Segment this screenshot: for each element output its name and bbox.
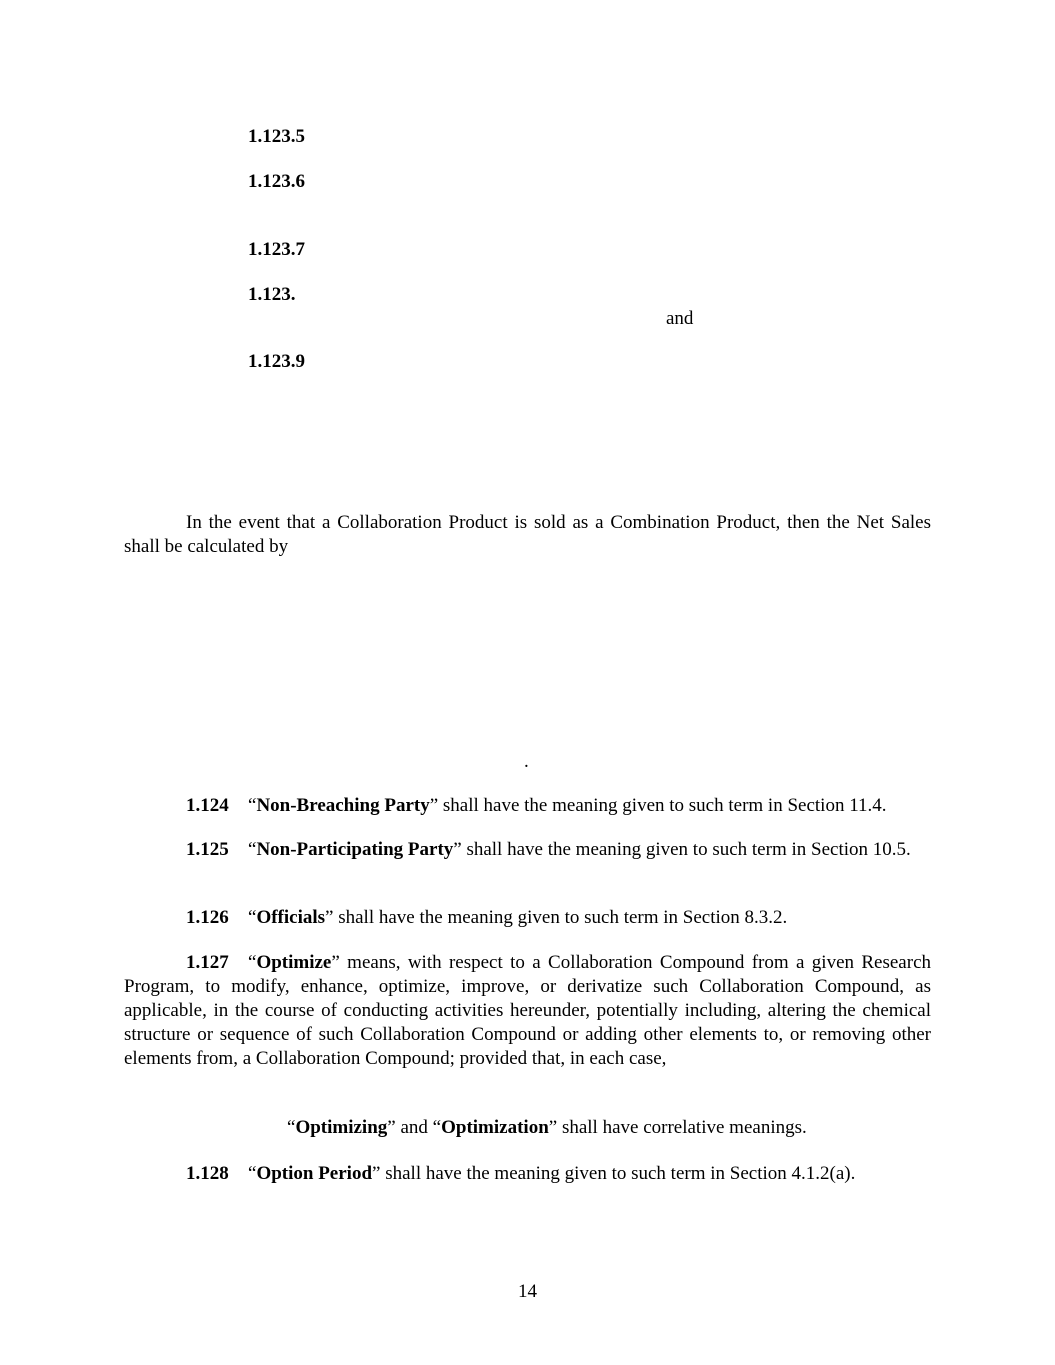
definition-text: means, with respect to a Collaboration Compound from a given Research Program, to modify, enhance, optimize, improve, or derivatize such Collaboration Compound, as applicable, in the course of conducting activities hereunder, potentially including, altering the chemical structure or sequence of such Collaboration Compound or adding other elements to, or removing other elements from, a Collaboration Compound; provided that, in each case, (124, 952, 931, 1069)
definition-1-125 (124, 838, 931, 862)
defined-term: Officials (256, 907, 326, 928)
definition-1-124 (124, 794, 931, 818)
defined-term: Optimizing (295, 1117, 388, 1138)
subsection-number: 1.123.5 (248, 126, 305, 147)
subsection-number: 1.123. (248, 284, 296, 305)
definition-1-127 (124, 951, 931, 1071)
definition-number: 1.126 (186, 907, 229, 928)
close-quote: ” (453, 839, 462, 860)
period-mark: . (524, 751, 529, 772)
close-quote: ” (429, 795, 439, 816)
defined-term: Non-Participating Party (256, 839, 454, 860)
defined-term: Option Period (256, 1163, 373, 1184)
defined-term: Non-Breaching Party (256, 795, 430, 816)
open-quote: “ (287, 1117, 296, 1138)
and-text: and (666, 308, 694, 329)
definition-text: shall have the meaning given to such term in Section 8.3.2. (333, 907, 788, 928)
subsection-number: 1.123.6 (248, 171, 305, 192)
subsection-number: 1.123.7 (248, 239, 305, 260)
combination-paragraph (124, 511, 931, 559)
definition-text: shall have the meaning given to such term in Section 4.1.2(a). (380, 1163, 856, 1184)
open-quote: “ (248, 907, 257, 928)
subsection-number: 1.123.9 (248, 351, 305, 372)
defined-term: Optimization (441, 1117, 549, 1138)
close-quote: ” (548, 1117, 558, 1138)
connector-text: and (395, 1117, 433, 1138)
correlative-meanings (287, 1117, 807, 1139)
definition-text: shall have the meaning given to such term in Section 11.4. (438, 795, 887, 816)
open-quote: “ (248, 1163, 257, 1184)
close-quote: ” (387, 1117, 396, 1138)
open-quote: “ (248, 952, 257, 973)
definition-1-126 (124, 906, 931, 930)
close-quote: ” (325, 907, 334, 928)
definition-number: 1.128 (186, 1163, 229, 1184)
page-number: 14 (518, 1281, 537, 1302)
definition-number: 1.127 (186, 952, 229, 973)
defined-term: Optimize (256, 952, 332, 973)
close-quote: ” (331, 952, 340, 973)
combination-text: In the event that a Collaboration Product is sold as a Combination Product, then the Net Sales shall be calculated by (124, 512, 931, 557)
open-quote: “ (248, 795, 257, 816)
definition-1-128 (124, 1162, 931, 1186)
open-quote: “ (248, 839, 257, 860)
definition-text: shall have the meaning given to such term in Section 10.5. (461, 839, 911, 860)
close-quote: ” (372, 1163, 381, 1184)
definition-number: 1.124 (186, 795, 229, 816)
definition-number: 1.125 (186, 839, 229, 860)
correlative-text: shall have correlative meanings. (557, 1117, 807, 1138)
open-quote: “ (432, 1117, 442, 1138)
